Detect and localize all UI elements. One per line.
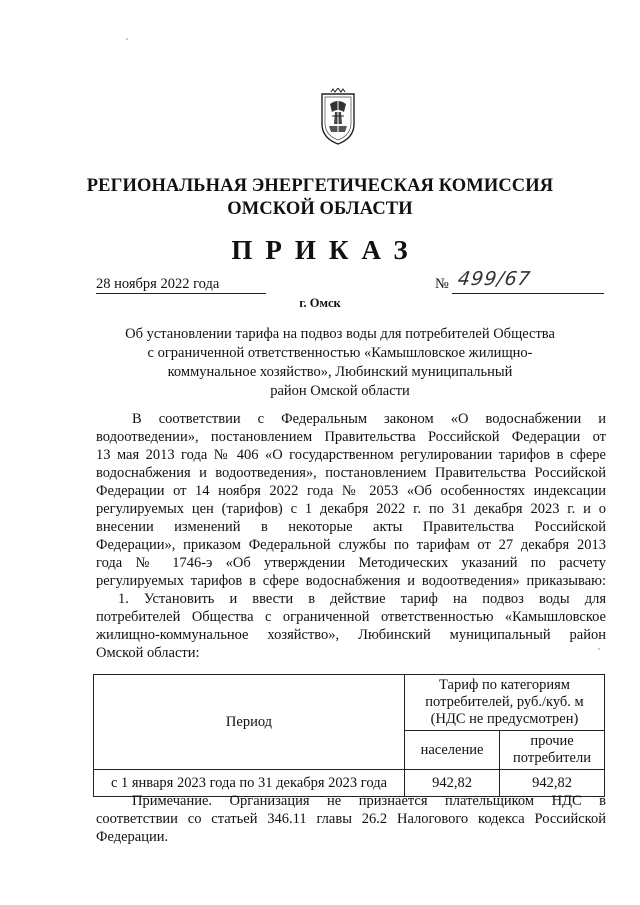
preamble-paragraph bbox=[96, 410, 606, 590]
preamble-line: водоотведении», постановлением Правительства Российской Федерации от bbox=[96, 429, 606, 445]
scan-speck bbox=[126, 38, 128, 40]
cell-population-tariff: 942,82 bbox=[405, 770, 500, 797]
preamble-line: года № 1746-э «Об утверждении Методических указаний по расчету bbox=[96, 555, 606, 571]
clause-line: 1. Установить и ввести в действие тариф на подвоз воды для bbox=[118, 591, 606, 607]
preamble-line: 13 мая 2013 года № 406 «О государственном регулировании тарифов в сфере bbox=[96, 447, 606, 463]
cell-period: с 1 января 2023 года по 31 декабря 2023 года bbox=[94, 770, 405, 797]
header-cell-tariff-group bbox=[405, 675, 605, 731]
document-number-handwritten: 499/67 bbox=[456, 268, 533, 290]
document-type-title: ПРИКАЗ bbox=[231, 235, 421, 265]
clause-line: потребителей Общества с ограниченной ответственностью «Камышловское bbox=[96, 609, 606, 625]
header-text-line: потребителей, руб./куб. м bbox=[425, 694, 584, 710]
preamble-line: Федерации от 14 ноября 2022 года № 2053 «Об особенностях индексации bbox=[96, 483, 606, 499]
number-sign: № bbox=[435, 276, 449, 292]
preamble-line: Федерации», приказом Федеральной службы по тарифам от 27 декабря 2013 bbox=[96, 537, 606, 553]
preamble-line: регулируемых цен (тарифов) с 1 декабря 2022 г. по 31 декабря 2023 г. и о bbox=[96, 501, 606, 517]
preamble-line: регулируемых тарифов в сфере водоснабжения и водоотведения» приказываю: bbox=[96, 573, 606, 589]
preamble-line: внесении изменений в некоторые акты Правительства Российской bbox=[96, 519, 606, 535]
tariff-table bbox=[93, 674, 605, 797]
organization-name-line2: ОМСКОЙ ОБЛАСТИ bbox=[227, 199, 413, 219]
subject-line: район Омской области bbox=[270, 383, 410, 399]
clause-1-paragraph bbox=[96, 590, 606, 662]
preamble-line: водоснабжения и водоотведения», постановлением Правительства Российской bbox=[96, 465, 606, 481]
header-text-line: (НДС не предусмотрен) bbox=[430, 711, 579, 727]
document-city: г. Омск bbox=[299, 296, 341, 310]
header-text-line: прочие bbox=[530, 733, 574, 749]
subject-line: с ограниченной ответственностью «Камышловское жилищно- bbox=[147, 345, 533, 361]
date-underline bbox=[96, 293, 266, 294]
header-cell-population: население bbox=[405, 731, 500, 770]
header-cell-other-consumers bbox=[500, 731, 605, 770]
header-cell-period: Период bbox=[94, 675, 405, 770]
document-subject bbox=[80, 325, 600, 401]
table-header-row bbox=[94, 675, 605, 731]
note-paragraph bbox=[96, 792, 606, 846]
preamble-line: В соответствии с Федеральным законом «О водоснабжении и bbox=[132, 411, 606, 427]
document-date: 28 ноября 2022 года bbox=[96, 276, 220, 292]
subject-line: коммунальное хозяйство», Любинский муниципальный bbox=[167, 364, 513, 380]
note-line: соответствии со статьей 346.11 главы 26.2 Налогового кодекса Российской bbox=[96, 811, 606, 827]
clause-line: Омской области: bbox=[96, 645, 200, 661]
organization-name-line1: РЕГИОНАЛЬНАЯ ЭНЕРГЕТИЧЕСКАЯ КОМИССИЯ bbox=[86, 176, 554, 196]
coat-of-arms-emblem bbox=[318, 88, 358, 146]
clause-line: жилищно-коммунальное хозяйство», Любинский муниципальный район bbox=[96, 627, 606, 643]
cell-other-tariff: 942,82 bbox=[500, 770, 605, 797]
header-text-line: потребители bbox=[513, 750, 591, 766]
note-line: Федерации. bbox=[96, 829, 169, 845]
note-line: Примечание. Организация не признается плательщиком НДС в bbox=[132, 793, 606, 809]
header-text-line: Тариф по категориям bbox=[439, 677, 570, 693]
scan-speck bbox=[598, 648, 600, 650]
number-underline bbox=[452, 293, 604, 294]
subject-line: Об установлении тарифа на подвоз воды для потребителей Общества bbox=[125, 326, 555, 342]
